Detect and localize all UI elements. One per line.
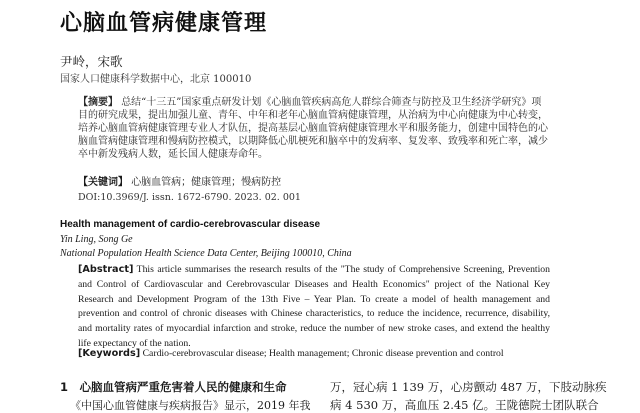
keywords-text: 心脑血管病；健康管理；慢病防控 <box>131 177 282 188</box>
chinese-keywords <box>78 176 548 189</box>
english-keywords-label: [Keywords] <box>78 348 141 359</box>
chinese-abstract <box>78 96 548 161</box>
english-title: Health management of cardio-cerebrovascular disease <box>60 219 321 230</box>
section-heading: 1 心脑血管病严重危害着人民的健康和生命 <box>60 380 287 394</box>
body-text-col2-line2: 病 4 530 万，高血压 2.45 亿。王陇德院士团队联合 <box>330 398 599 412</box>
english-keywords-text: Cardio-cerebrovascular disease; Health management; Chronic disease prevention and control <box>142 348 504 359</box>
body-text-col2-line1: 万，冠心病 1 139 万，心房颤动 487 万，下肢动脉疾 <box>330 380 607 394</box>
english-affiliation: National Population Health Science Data Center, Beijing 100010, China <box>60 248 352 259</box>
body-text-col1: 《中国心血管健康与疾病报告》显示，2019 年我 <box>70 399 311 412</box>
abstract-label: 【摘要】 <box>78 97 118 108</box>
doi: DOI:10.3969/J. issn. 1672-6790. 2023. 02. 001 <box>78 192 301 203</box>
english-abstract <box>78 263 550 352</box>
abstract-text: 总结“十三五”国家重点研发计划《心脑血管疾病高危人群综合筛查与防控及卫生经济学研究》项目的研究成果，提出加强儿童、青年、中年和老年心脑血管病健康管理，从治病为中心向健康为中心转变，培养心脑血管病健康管理专业人才队伍，提高基层心脑血管病健康管理水平和服务能力，创建中国特色的心脑血管病健康管理和慢病防控模式，以期降低心肌梗死和脑卒中的发病率、复发率、致残率和死亡率，减少卒中新发残病人数，延长国人健康寿命年。 <box>78 97 548 160</box>
english-abstract-text: This article summarises the research results of the "The study of Comprehensive Screening, Prevention and Control of Cardiovascular and Cerebrovascular Diseases and Health Economics" project of the National Key Research and Development Program of the 13th Five – Year Plan. To create a model of health management and prevention and control of chronic diseases with Chinese characteristics, to reduce the incidence, recurrence, disability, and mortality rates of myocardial infarction and stroke, reduce the number of new stroke cases, and extend the healthy life expectancy of the nation. <box>78 264 550 349</box>
keywords-label: 【关键词】 <box>78 177 128 188</box>
english-abstract-label: [Abstract] <box>78 264 134 275</box>
paper-title: 心脑血管病健康管理 <box>60 11 268 36</box>
english-keywords <box>78 348 558 359</box>
affiliation: 国家人口健康科学数据中心，北京 100010 <box>60 74 252 85</box>
english-authors: Yin Ling, Song Ge <box>60 234 133 245</box>
authors: 尹岭，宋歌 <box>60 54 123 69</box>
